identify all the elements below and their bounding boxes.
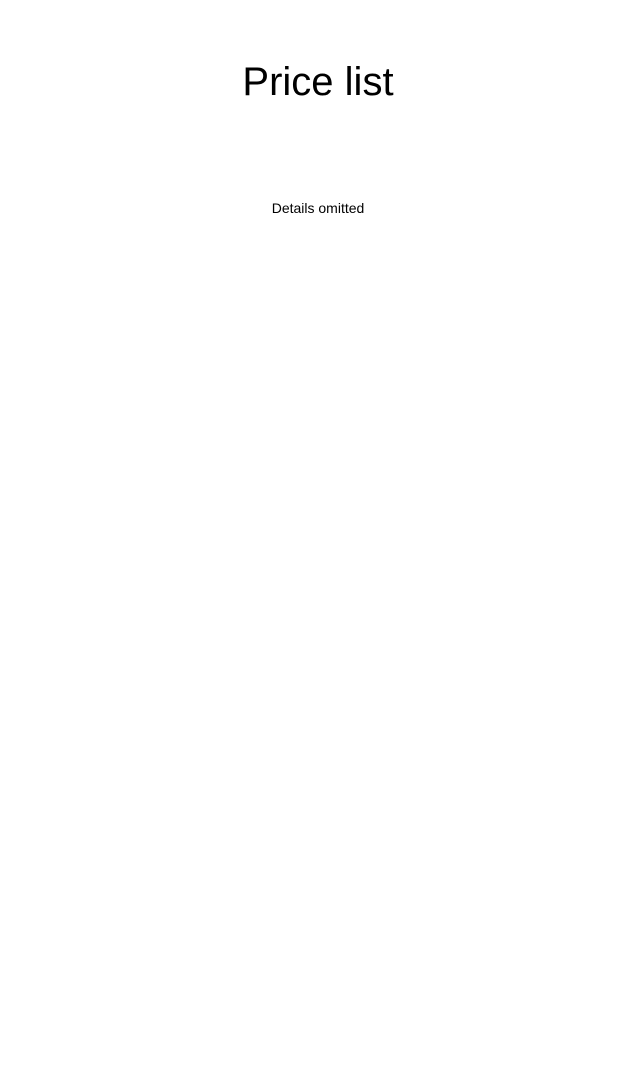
page-title: Price list — [242, 60, 394, 104]
page-note: Details omitted — [271, 200, 365, 216]
